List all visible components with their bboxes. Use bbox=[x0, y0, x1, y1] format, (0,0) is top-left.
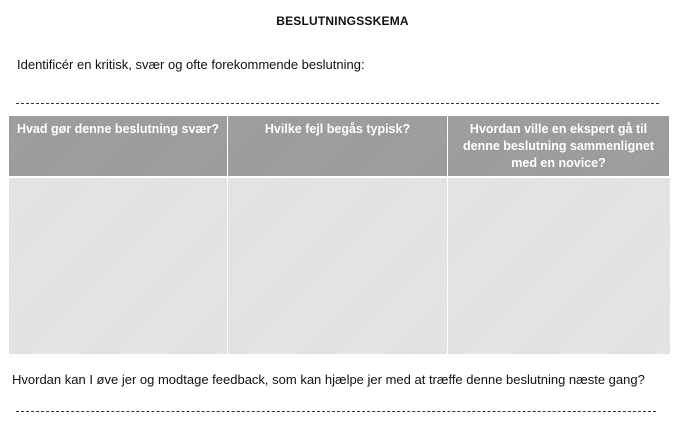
table-header-label: Hvilke fejl begås typisk? bbox=[264, 122, 411, 136]
decision-prompt: Identificér en kritisk, svær og ofte forekommende beslutning: bbox=[17, 57, 365, 72]
table-header-label: Hvad gør denne beslutning svær? bbox=[16, 122, 220, 136]
page-title: BESLUTNINGSSKEMA bbox=[276, 14, 409, 28]
table-cell-difficulty[interactable] bbox=[9, 176, 228, 354]
feedback-question: Hvordan kan I øve jer og modtage feedback, som kan hjælpe jer med at træffe denne beslutning næste gang? bbox=[12, 372, 645, 387]
table-cell-expert-vs-novice[interactable] bbox=[448, 176, 670, 354]
table-header-label: Hvordan ville en ekspert gå til denne beslutning sammenlignet med en novice? bbox=[463, 122, 654, 170]
table-cell-mistakes[interactable] bbox=[228, 176, 448, 354]
table-header-mistakes bbox=[228, 116, 448, 176]
table-header-difficulty bbox=[9, 116, 228, 176]
decision-table bbox=[9, 116, 670, 354]
answer-line-feedback[interactable] bbox=[16, 411, 656, 412]
answer-line-decision[interactable] bbox=[16, 103, 659, 104]
table-header-expert-vs-novice bbox=[448, 116, 670, 176]
